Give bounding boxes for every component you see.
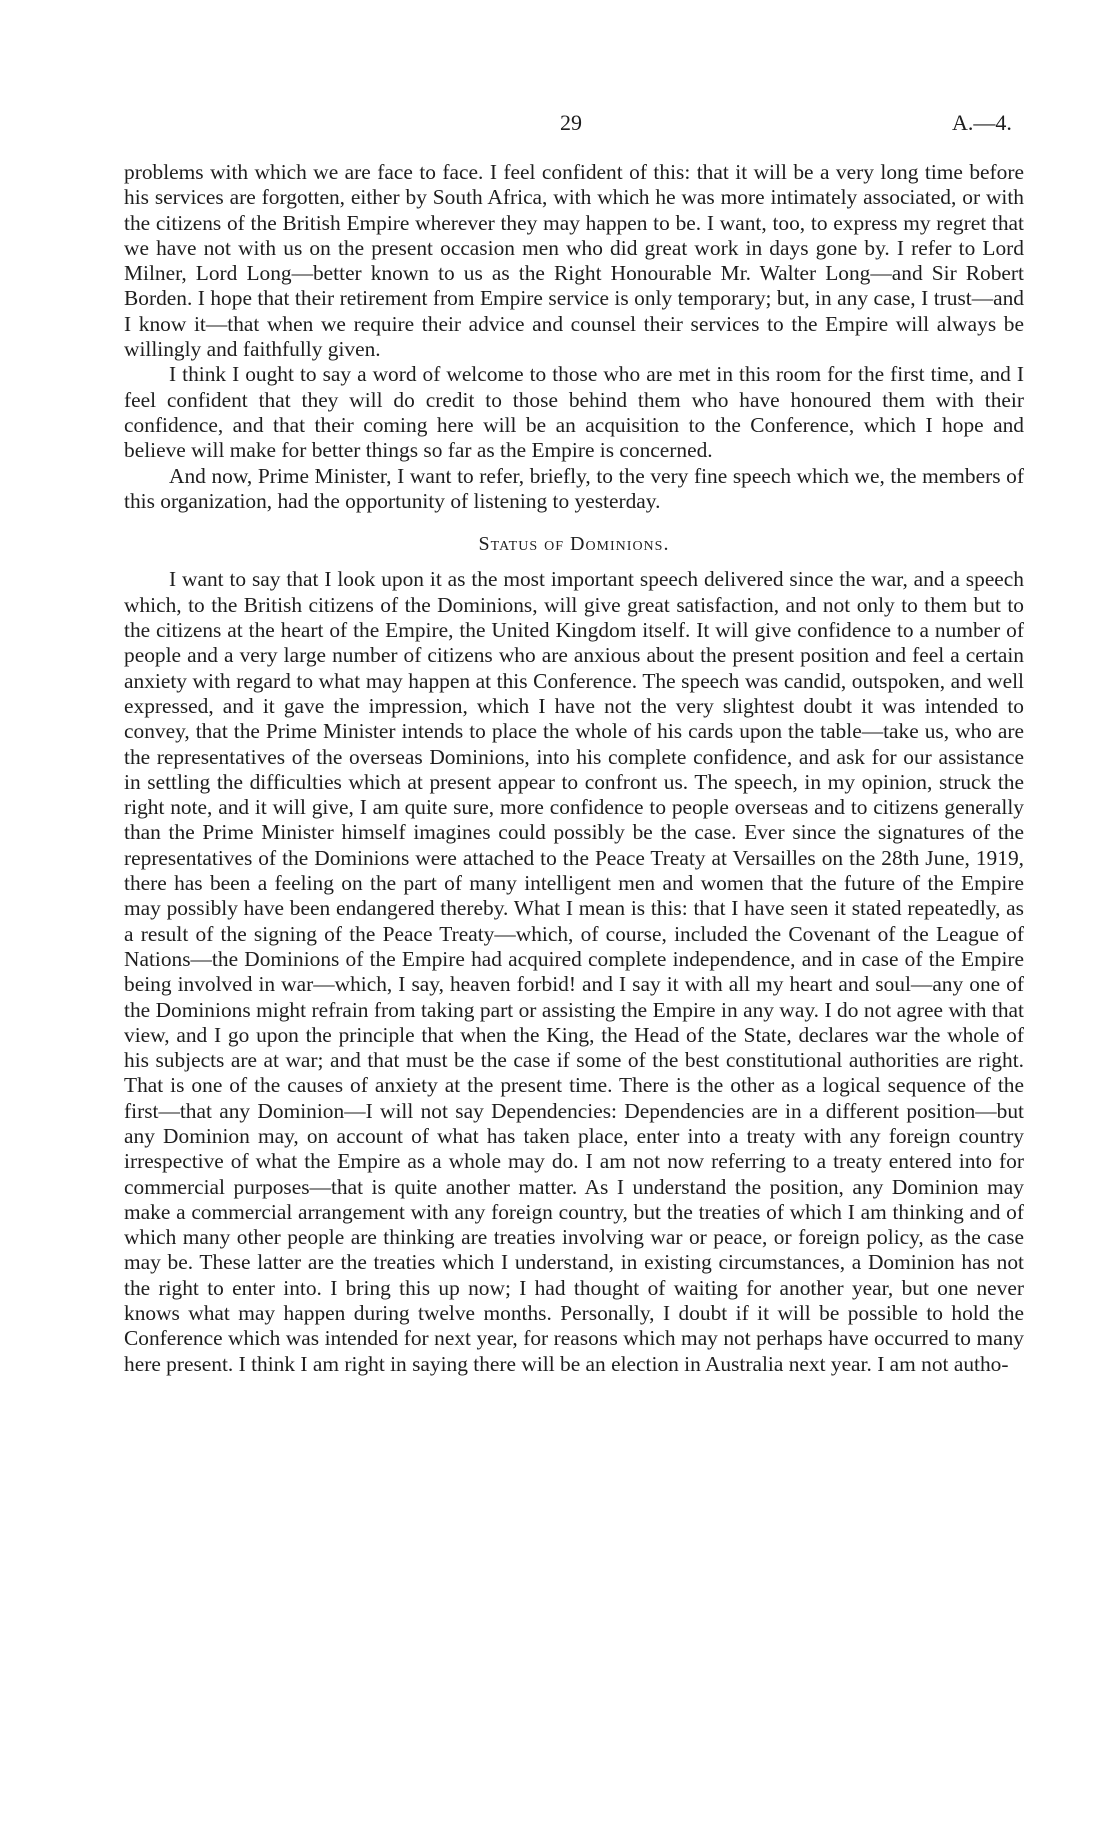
paragraph-status-of-dominions: I want to say that I look upon it as the most important speech delivered since the war, and a speech which, to the British citizens of the Dominions, will give great satisfaction, and not only to them but to the citizens at the heart of the Empire, the United Kingdom itself. It will give confidence to a number of people and a very large number of citizens who are anxious about the present position and feel a certain anxiety with regard to what may happen at this Conference. The speech was candid, outspoken, and well expressed, and it gave the impression, which I have not the very slightest doubt it was intended to convey, that the Prime Minister intends to place the whole of his cards upon the table—take us, who are the representatives of the overseas Dominions, into his complete confidence, and ask for our assistance in settling the difficulties which at present appear to confront us. The speech, in my opinion, struck the right note, and it will give, I am quite sure, more confidence to people overseas and to citizens generally than the Prime Minister himself imagines could possibly be the case. Ever since the signatures of the representatives of the Dominions were attached to the Peace Treaty at Versailles on the 28th June, 1919, there has been a feeling on the part of many intelligent men and women that the future of the Empire may possibly have been endangered thereby. What I mean is this: that I have seen it stated repeatedly, as a result of the signing of the Peace Treaty—which, of course, included the Covenant of the League of Nations—the Dominions of the Empire had acquired complete independence, and in case of the Empire being involved in war—which, I say, heaven forbid! and I say it with all my heart and soul—any one of the Dominions might refrain from taking part or assisting the Empire in any way. I do not agree with that view, and I go upon the principle that when the King, the Head of the State, declares war the whole of his subjects are at war; and that must be the case if some of the best constitutional authorities are right. That is one of the causes of anxiety at the present time. There is the other as a logical sequence of the first—that any Dominion—I will not say Dependencies: Dependencies are in a different position—but any Dominion may, on account of what has taken place, enter into a treaty with any foreign country irrespective of what the Empire as a whole may do. I am not now referring to a treaty entered into for commercial purposes—that is quite another matter. As I understand the position, any Dominion may make a commercial arrangement with any foreign country, but the treaties of which I am thinking and of which many other people are thinking are treaties involving war or peace, or foreign policy, as the case may be. These latter are the treaties which I understand, in existing circumstances, a Dominion has not the right to enter into. I bring this up now; I had thought of waiting for another year, but one never knows what may happen during twelve months. Personally, I doubt if it will be possible to hold the Conference which was intended for next year, for reasons which may not perhaps have occurred to many here present. I think I am right in saying there will be an election in Australia next year. I am not autho- xyxy=(124,567,1024,1376)
body-text xyxy=(124,160,1024,1377)
section-heading: Status of Dominions. xyxy=(478,533,670,556)
page-number: 29 xyxy=(560,110,582,135)
document-reference: A.—4. xyxy=(952,110,1012,135)
paragraph-welcome: I think I ought to say a word of welcome to those who are met in this room for the first time, and I feel confident that they will do credit to those behind them who have honoured them with their confidence, and that their coming here will be an acquisition to the Conference, which I hope and believe will make for better things so far as the Empire is concerned. xyxy=(124,362,1024,463)
paragraph-prime-minister-speech: And now, Prime Minister, I want to refer, briefly, to the very fine speech which we, the members of this organization, had the opportunity of listening to yesterday. xyxy=(124,463,1024,513)
page-header xyxy=(0,110,1114,140)
paragraph-continuation: problems with which we are face to face. I feel confident of this: that it will be a very long time before his services are forgotten, either by South Africa, with which he was more intimately associated, or with the citizens of the British Empire wherever they may happen to be. I want, too, to express my regret that we have not with us on the present occasion men who did great work in days gone by. I refer to Lord Milner, Lord Long—better known to us as the Right Honourable Mr. Walter Long—and Sir Robert Borden. I hope that their retirement from Empire service is only temporary; but, in any case, I trust—and I know it—that when we require their advice and counsel their services to the Empire will always be willingly and faithfully given. xyxy=(124,160,1024,362)
